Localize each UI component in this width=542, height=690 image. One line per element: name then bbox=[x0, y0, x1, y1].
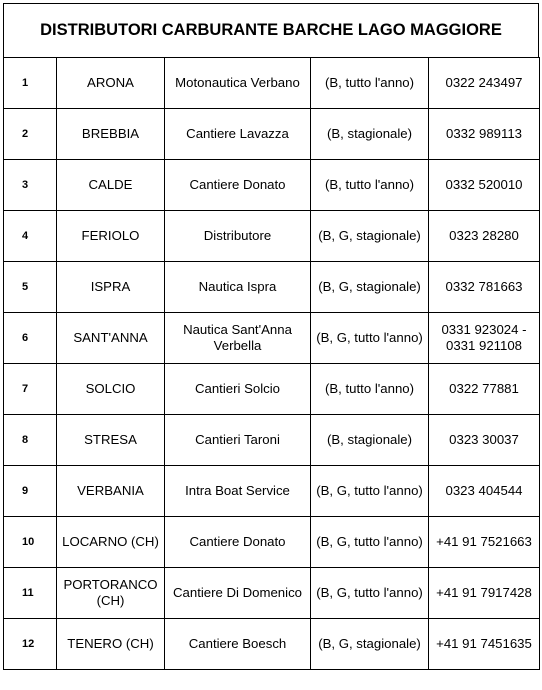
city-cell: VERBANIA bbox=[57, 466, 165, 517]
phone-cell: 0323 28280 bbox=[429, 211, 540, 262]
row-number: 8 bbox=[4, 415, 57, 466]
row-number: 2 bbox=[4, 109, 57, 160]
table-row bbox=[4, 262, 540, 313]
city-cell: SOLCIO bbox=[57, 364, 165, 415]
city-cell: ARONA bbox=[57, 58, 165, 109]
distributor-name-cell: Cantiere Lavazza bbox=[165, 109, 311, 160]
row-number: 6 bbox=[4, 313, 57, 364]
fuel-type-cell: (B, stagionale) bbox=[311, 109, 429, 160]
distributor-name-cell: Motonautica Verbano bbox=[165, 58, 311, 109]
fuel-type-cell: (B, G, tutto l'anno) bbox=[311, 568, 429, 619]
table-row bbox=[4, 109, 540, 160]
table-row bbox=[4, 466, 540, 517]
distributor-name-cell: Intra Boat Service bbox=[165, 466, 311, 517]
phone-cell: +41 91 7451635 bbox=[429, 619, 540, 670]
row-number: 11 bbox=[4, 568, 57, 619]
city-cell: LOCARNO (CH) bbox=[57, 517, 165, 568]
city-cell: BREBBIA bbox=[57, 109, 165, 160]
fuel-type-cell: (B, G, stagionale) bbox=[311, 262, 429, 313]
fuel-type-cell: (B, tutto l'anno) bbox=[311, 58, 429, 109]
row-number: 3 bbox=[4, 160, 57, 211]
row-number: 5 bbox=[4, 262, 57, 313]
fuel-type-cell: (B, tutto l'anno) bbox=[311, 160, 429, 211]
table-row bbox=[4, 568, 540, 619]
row-number: 9 bbox=[4, 466, 57, 517]
distributor-name-cell: Cantiere Boesch bbox=[165, 619, 311, 670]
distributor-name-cell: Cantiere Donato bbox=[165, 517, 311, 568]
row-number: 7 bbox=[4, 364, 57, 415]
fuel-type-cell: (B, G, tutto l'anno) bbox=[311, 517, 429, 568]
document-sheet bbox=[3, 3, 539, 670]
phone-cell: 0332 989113 bbox=[429, 109, 540, 160]
city-cell: PORTORANCO (CH) bbox=[57, 568, 165, 619]
city-cell: TENERO (CH) bbox=[57, 619, 165, 670]
table-row bbox=[4, 415, 540, 466]
distributor-name-cell: Cantieri Taroni bbox=[165, 415, 311, 466]
fuel-type-cell: (B, G, tutto l'anno) bbox=[311, 466, 429, 517]
city-cell: SANT'ANNA bbox=[57, 313, 165, 364]
phone-cell: 0331 923024 - 0331 921108 bbox=[429, 313, 540, 364]
city-cell: CALDE bbox=[57, 160, 165, 211]
fuel-type-cell: (B, G, tutto l'anno) bbox=[311, 313, 429, 364]
table-row bbox=[4, 58, 540, 109]
city-cell: STRESA bbox=[57, 415, 165, 466]
phone-cell: +41 91 7521663 bbox=[429, 517, 540, 568]
distributor-name-cell: Distributore bbox=[165, 211, 311, 262]
table-row bbox=[4, 517, 540, 568]
distributor-name-cell: Nautica Sant'Anna Verbella bbox=[165, 313, 311, 364]
phone-cell: 0332 781663 bbox=[429, 262, 540, 313]
table-row bbox=[4, 364, 540, 415]
distributor-name-cell: Cantieri Solcio bbox=[165, 364, 311, 415]
table-row bbox=[4, 313, 540, 364]
row-number: 4 bbox=[4, 211, 57, 262]
fuel-type-cell: (B, stagionale) bbox=[311, 415, 429, 466]
table-row bbox=[4, 211, 540, 262]
city-cell: ISPRA bbox=[57, 262, 165, 313]
row-number: 1 bbox=[4, 58, 57, 109]
distributors-table bbox=[3, 57, 540, 670]
row-number: 12 bbox=[4, 619, 57, 670]
fuel-type-cell: (B, G, stagionale) bbox=[311, 619, 429, 670]
phone-cell: 0332 520010 bbox=[429, 160, 540, 211]
distributor-name-cell: Cantiere Di Domenico bbox=[165, 568, 311, 619]
city-cell: FERIOLO bbox=[57, 211, 165, 262]
phone-cell: 0322 77881 bbox=[429, 364, 540, 415]
phone-cell: 0323 30037 bbox=[429, 415, 540, 466]
table-row bbox=[4, 160, 540, 211]
table-row bbox=[4, 619, 540, 670]
fuel-type-cell: (B, tutto l'anno) bbox=[311, 364, 429, 415]
fuel-type-cell: (B, G, stagionale) bbox=[311, 211, 429, 262]
distributor-name-cell: Nautica Ispra bbox=[165, 262, 311, 313]
document-title: DISTRIBUTORI CARBURANTE BARCHE LAGO MAGGIORE bbox=[3, 3, 539, 57]
phone-cell: 0323 404544 bbox=[429, 466, 540, 517]
row-number: 10 bbox=[4, 517, 57, 568]
phone-cell: +41 91 7917428 bbox=[429, 568, 540, 619]
distributor-name-cell: Cantiere Donato bbox=[165, 160, 311, 211]
phone-cell: 0322 243497 bbox=[429, 58, 540, 109]
